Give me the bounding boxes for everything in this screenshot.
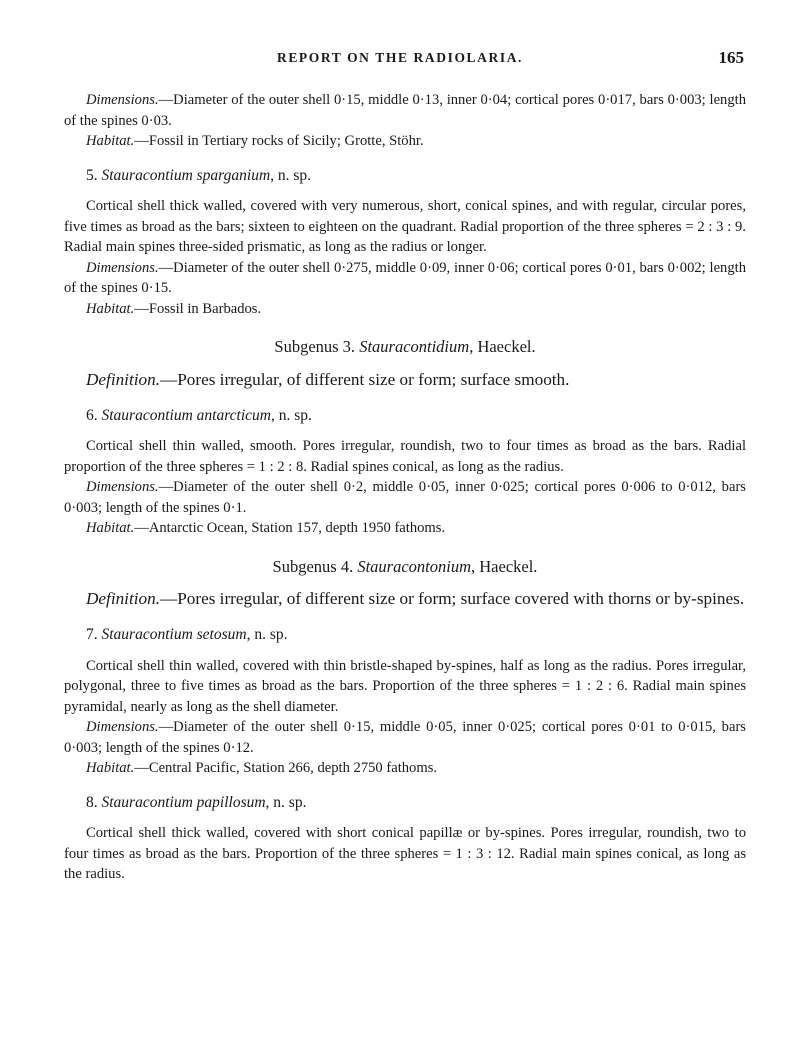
- definition-text: —Pores irregular, of different size or form; surface smooth.: [160, 369, 570, 389]
- subgenus-suffix: , Haeckel.: [471, 556, 538, 576]
- species-number: 5.: [86, 166, 98, 184]
- species-number: 8.: [86, 793, 98, 811]
- species-suffix: , n. sp.: [265, 793, 307, 811]
- dimensions-text: —Diameter of the outer shell 0·15, middle 0·05, inner 0·025; cortical pores 0·01 to 0·015, bars 0·003; length of the spines 0·12.: [64, 719, 746, 756]
- species-name: Stauracontium antarcticum: [101, 406, 271, 424]
- dimensions-text: —Diameter of the outer shell 0·2, middle 0·05, inner 0·025; cortical pores 0·006 to 0·012, bars 0·003; length of the spines 0·1.: [64, 479, 746, 516]
- page-number: 165: [718, 48, 744, 67]
- definition-label: Definition.: [86, 589, 160, 608]
- running-title: REPORT ON THE RADIOLARIA.: [276, 50, 524, 65]
- dimensions-paragraph: [64, 258, 746, 299]
- habitat-label: Habitat.: [86, 520, 135, 536]
- dimensions-label: Dimensions.: [86, 479, 159, 495]
- species-number: 7.: [86, 626, 98, 643]
- habitat-paragraph: [64, 518, 746, 539]
- species-heading: [64, 793, 746, 814]
- habitat-paragraph: [64, 758, 746, 779]
- habitat-text: —Fossil in Tertiary rocks of Sicily; Grotte, Stöhr.: [134, 133, 424, 149]
- dimensions-text: —Diameter of the outer shell 0·15, middle 0·13, inner 0·04; cortical pores 0·017, bars 0·003; length of the spines 0·03.: [64, 92, 746, 129]
- species-description: Cortical shell thick walled, covered with very numerous, short, conical spines, and with regular, circular pores, five times as broad as the bars; sixteen to eighteen on the quadrant. Radial proportion of the three spheres = 2 : 3 : 9. Radial main spines three-sided prismatic, as long as the radius or longer.: [64, 198, 746, 255]
- definition-paragraph: [64, 587, 746, 611]
- definition-text: —Pores irregular, of different size or form; surface covered with thorns or by-spines.: [160, 589, 745, 608]
- species-suffix: , n. sp.: [270, 406, 312, 424]
- running-head: [0, 50, 800, 74]
- subgenus-prefix: Subgenus 3.: [274, 337, 356, 356]
- species-suffix: , n. sp.: [270, 166, 312, 184]
- species-suffix: , n. sp.: [246, 626, 288, 643]
- page-content: [64, 90, 746, 885]
- species-heading: [64, 406, 746, 427]
- habitat-text: —Antarctic Ocean, Station 157, depth 1950 fathoms.: [134, 520, 446, 536]
- habitat-label: Habitat.: [86, 300, 135, 317]
- dimensions-label: Dimensions.: [86, 719, 159, 735]
- species-heading: [64, 166, 746, 187]
- habitat-label: Habitat.: [86, 760, 135, 776]
- species-number: 6.: [86, 406, 98, 424]
- habitat-paragraph: [64, 299, 746, 320]
- species-description: Cortical shell thick walled, covered with short conical papillæ or by-spines. Pores irregular, roundish, two to four times as broad as the bars. Proportion of the three spheres = 1 : 3 : 12. Radial main spines conical, as long as the radius.: [64, 825, 746, 882]
- habitat-text: —Fossil in Barbados.: [134, 300, 262, 317]
- subgenus-name: Stauracontidium: [359, 337, 470, 356]
- subgenus-heading: [64, 337, 746, 358]
- definition-label: Definition.: [86, 369, 160, 389]
- dimensions-paragraph: [64, 90, 746, 131]
- dimensions-label: Dimensions.: [86, 259, 159, 276]
- dimensions-label: Dimensions.: [86, 92, 159, 108]
- species-heading: [64, 625, 746, 646]
- dimensions-paragraph: [64, 717, 746, 758]
- species-description: Cortical shell thin walled, covered with thin bristle-shaped by-spines, half as long as the radius. Pores irregular, polygonal, three to five times as broad as the bars. Proportion of the three spheres = 1 : 2 : 6. Radial main spines pyramidal, nearly as long as the shell diameter.: [64, 657, 746, 715]
- subgenus-prefix: Subgenus 4.: [272, 556, 354, 576]
- subgenus-suffix: , Haeckel.: [469, 337, 536, 356]
- dimensions-text: —Diameter of the outer shell 0·275, middle 0·09, inner 0·06; cortical pores 0·01, bars 0·002; length of the spines 0·15.: [64, 259, 746, 296]
- species-description: Cortical shell thin walled, smooth. Pores irregular, roundish, two to four times as broad as the bars. Radial proportion of the three spheres = 1 : 2 : 8. Radial spines conical, as long as the radius.: [64, 438, 746, 475]
- habitat-text: —Central Pacific, Station 266, depth 2750 fathoms.: [134, 760, 438, 776]
- species-name: Stauracontium papillosum: [101, 793, 266, 811]
- subgenus-heading: [64, 557, 746, 578]
- habitat-label: Habitat.: [86, 133, 135, 149]
- subgenus-name: Stauracontonium: [357, 556, 472, 576]
- dimensions-paragraph: [64, 477, 746, 518]
- species-name: Stauracontium setosum: [101, 626, 247, 643]
- species-name: Stauracontium sparganium: [101, 166, 271, 184]
- habitat-paragraph: [64, 131, 746, 152]
- definition-paragraph: [64, 368, 746, 392]
